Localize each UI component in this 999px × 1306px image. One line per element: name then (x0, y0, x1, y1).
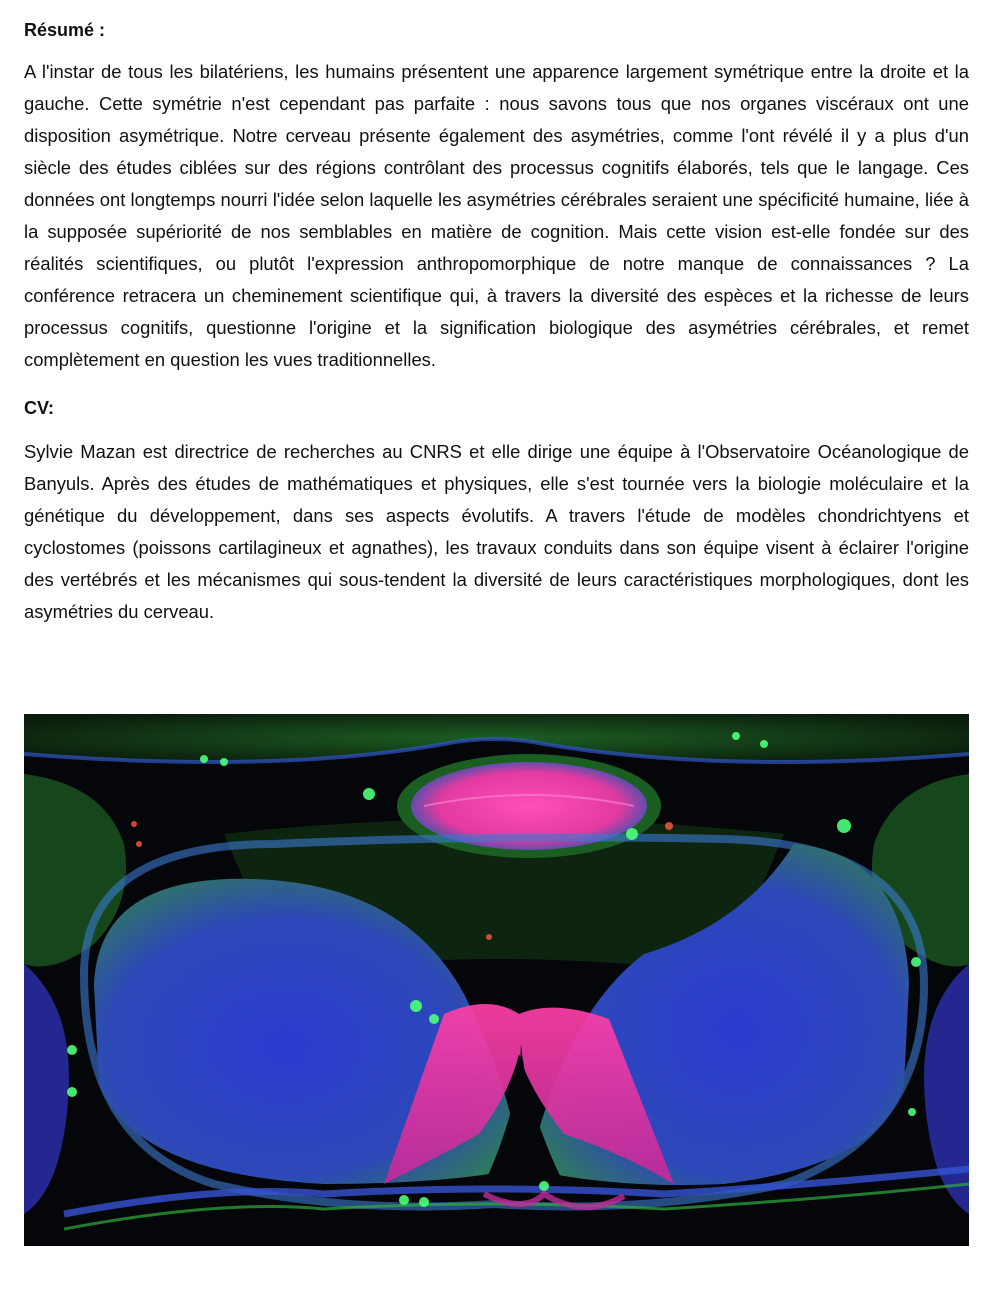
cv-paragraph: Sylvie Mazan est directrice de recherches au CNRS et elle dirige une équipe à l'Observatoire Océanologique de Banyuls. Après des études de mathématiques et physiques, elle s'est tournée vers la biologie moléculaire et la génétique du développement, dans ses aspects évolutifs. A travers l'étude de modèles chondrichtyens et cyclostomes (poissons cartilagineux et agnathes), les travaux conduits dans son équipe visent à éclairer l'origine des vertébrés et les mécanismes qui sous-tendent la diversité de leurs caractéristiques morphologiques, dont les asymétries du cerveau. (24, 441, 969, 622)
document-page (24, 14, 969, 628)
resume-heading: Résumé : (24, 20, 106, 40)
brain-section-illustration (24, 714, 969, 1246)
resume-paragraph: A l'instar de tous les bilatériens, les humains présentent une apparence largement symétrique entre la droite et la gauche. Cette symétrie n'est cependant pas parfaite : nous savons tous que nos organes viscéraux ont une disposition asymétrique. Notre cerveau présente également des asymétries, comme l'ont révélé il y a plus d'un siècle des études ciblées sur des régions contrôlant des processus cognitifs élaborés, tels que le langage. Ces données ont longtemps nourri l'idée selon laquelle les asymétries cérébrales seraient une spécificité humaine, liée à la supposée supériorité de nos semblables en matière de cognition. Mais cette vision est-elle fondée sur des réalités scientifiques, ou plutôt l'expression anthropomorphique de notre manque de connaissances ? La conférence retracera un cheminement scientifique qui, à travers la diversité des espèces et la richesse de leurs processus cognitifs, questionne l'origine et la signification biologique des asymétries cérébrales, et remet complètement en question les vues traditionnelles. (24, 61, 969, 370)
fluorescence-microscopy-image (24, 714, 969, 1246)
cv-heading: CV: (24, 398, 55, 418)
